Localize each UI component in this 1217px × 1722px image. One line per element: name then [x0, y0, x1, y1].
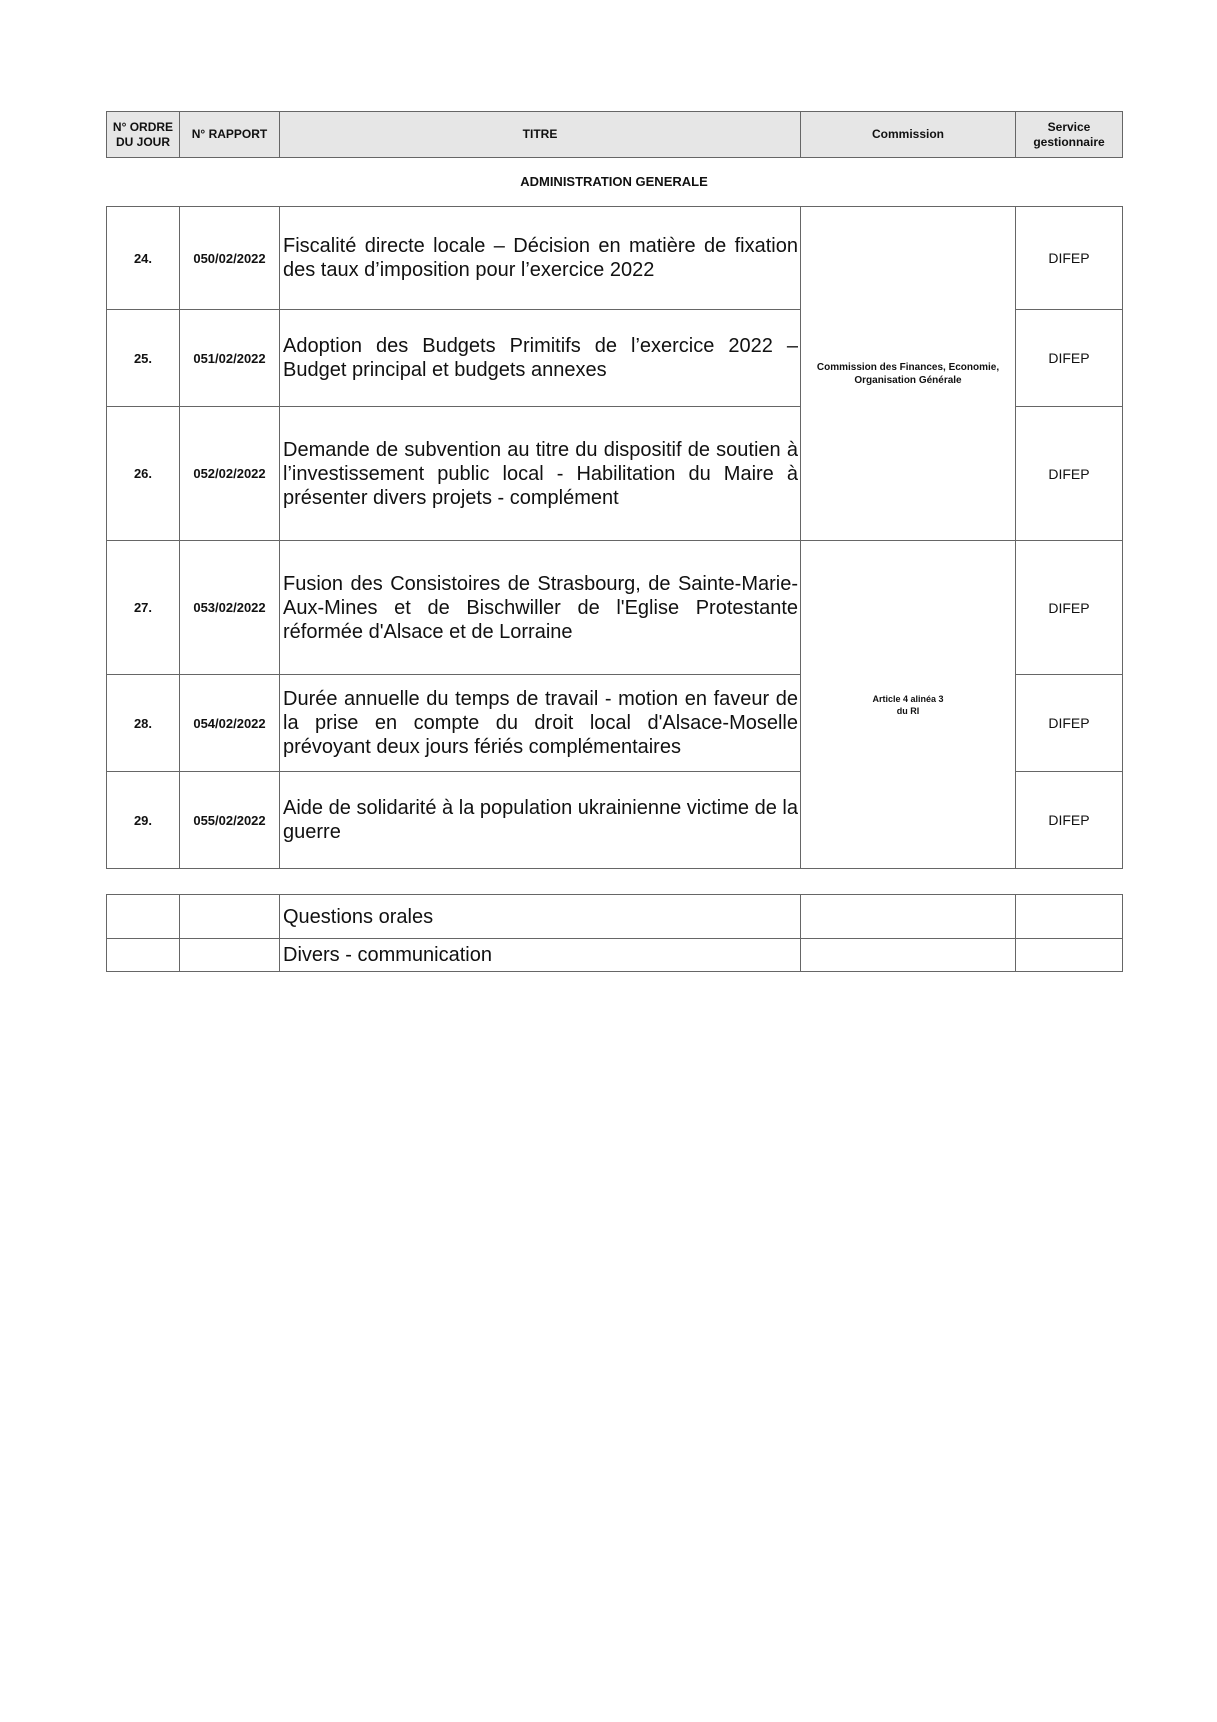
row-service: DIFEP [1016, 772, 1123, 869]
table-row [107, 541, 1123, 675]
row-service: DIFEP [1016, 310, 1123, 407]
extra-empty-cell [1016, 939, 1123, 972]
header-service-l1: Service [1047, 119, 1091, 134]
header-commission: Commission [801, 112, 1016, 158]
header-ordre-l1: N° ORDRE [112, 119, 174, 134]
extra-empty-cell [180, 939, 280, 972]
row-num: 27. [107, 541, 180, 675]
table-row [107, 939, 1123, 972]
extra-titre-divers: Divers - communication [280, 939, 801, 972]
extra-table [106, 894, 1123, 972]
row-rapport: 055/02/2022 [180, 772, 280, 869]
row-num: 26. [107, 407, 180, 541]
row-rapport: 051/02/2022 [180, 310, 280, 407]
agenda-table [106, 206, 1123, 869]
commission-finances-l2: Organisation Générale [854, 374, 962, 386]
row-rapport: 053/02/2022 [180, 541, 280, 675]
row-titre: Adoption des Budgets Primitifs de l’exercice 2022 – Budget principal et budgets annexes [280, 310, 801, 407]
extra-empty-cell [1016, 895, 1123, 939]
commission-finances-l1: Commission des Finances, Economie, [816, 361, 1000, 373]
row-rapport: 052/02/2022 [180, 407, 280, 541]
row-service: DIFEP [1016, 541, 1123, 675]
header-ordre [107, 112, 180, 158]
row-titre: Fiscalité directe locale – Décision en matière de fixation des taux d’imposition pour l’exercice 2022 [280, 207, 801, 310]
table-row [107, 207, 1123, 310]
row-num: 25. [107, 310, 180, 407]
row-rapport: 054/02/2022 [180, 675, 280, 772]
header-table [106, 111, 1123, 158]
section-title: ADMINISTRATION GENERALE [520, 174, 708, 189]
commission-article [801, 541, 1016, 869]
row-service: DIFEP [1016, 207, 1123, 310]
header-titre: TITRE [280, 112, 801, 158]
commission-article-l1: Article 4 alinéa 3 [872, 693, 944, 704]
row-titre: Aide de solidarité à la population ukrainienne victime de la guerre [280, 772, 801, 869]
header-ordre-l2: DU JOUR [115, 134, 170, 149]
row-num: 28. [107, 675, 180, 772]
extra-empty-cell [107, 939, 180, 972]
extra-titre-questions: Questions orales [280, 895, 801, 939]
row-titre: Durée annuelle du temps de travail - motion en faveur de la prise en compte du droit local d'Alsace-Moselle prévoyant deux jours fériés complémentaires [280, 675, 801, 772]
extra-empty-cell [180, 895, 280, 939]
header-service [1016, 112, 1123, 158]
row-service: DIFEP [1016, 675, 1123, 772]
commission-article-l2: du RI [896, 705, 920, 716]
row-titre: Fusion des Consistoires de Strasbourg, de Sainte-Marie-Aux-Mines et de Bischwiller de l'Eglise Protestante réformée d'Alsace et de Lorraine [280, 541, 801, 675]
extra-empty-cell [107, 895, 180, 939]
extra-empty-cell [801, 895, 1016, 939]
header-service-l2: gestionnaire [1033, 134, 1105, 149]
row-num: 24. [107, 207, 180, 310]
table-row [107, 895, 1123, 939]
row-service: DIFEP [1016, 407, 1123, 541]
header-row [107, 112, 1123, 158]
row-rapport: 050/02/2022 [180, 207, 280, 310]
commission-finances [801, 207, 1016, 541]
header-rapport: N° RAPPORT [180, 112, 280, 158]
row-titre: Demande de subvention au titre du dispositif de soutien à l’investissement public local - Habilitation du Maire à présenter divers projets - complément [280, 407, 801, 541]
extra-empty-cell [801, 939, 1016, 972]
row-num: 29. [107, 772, 180, 869]
